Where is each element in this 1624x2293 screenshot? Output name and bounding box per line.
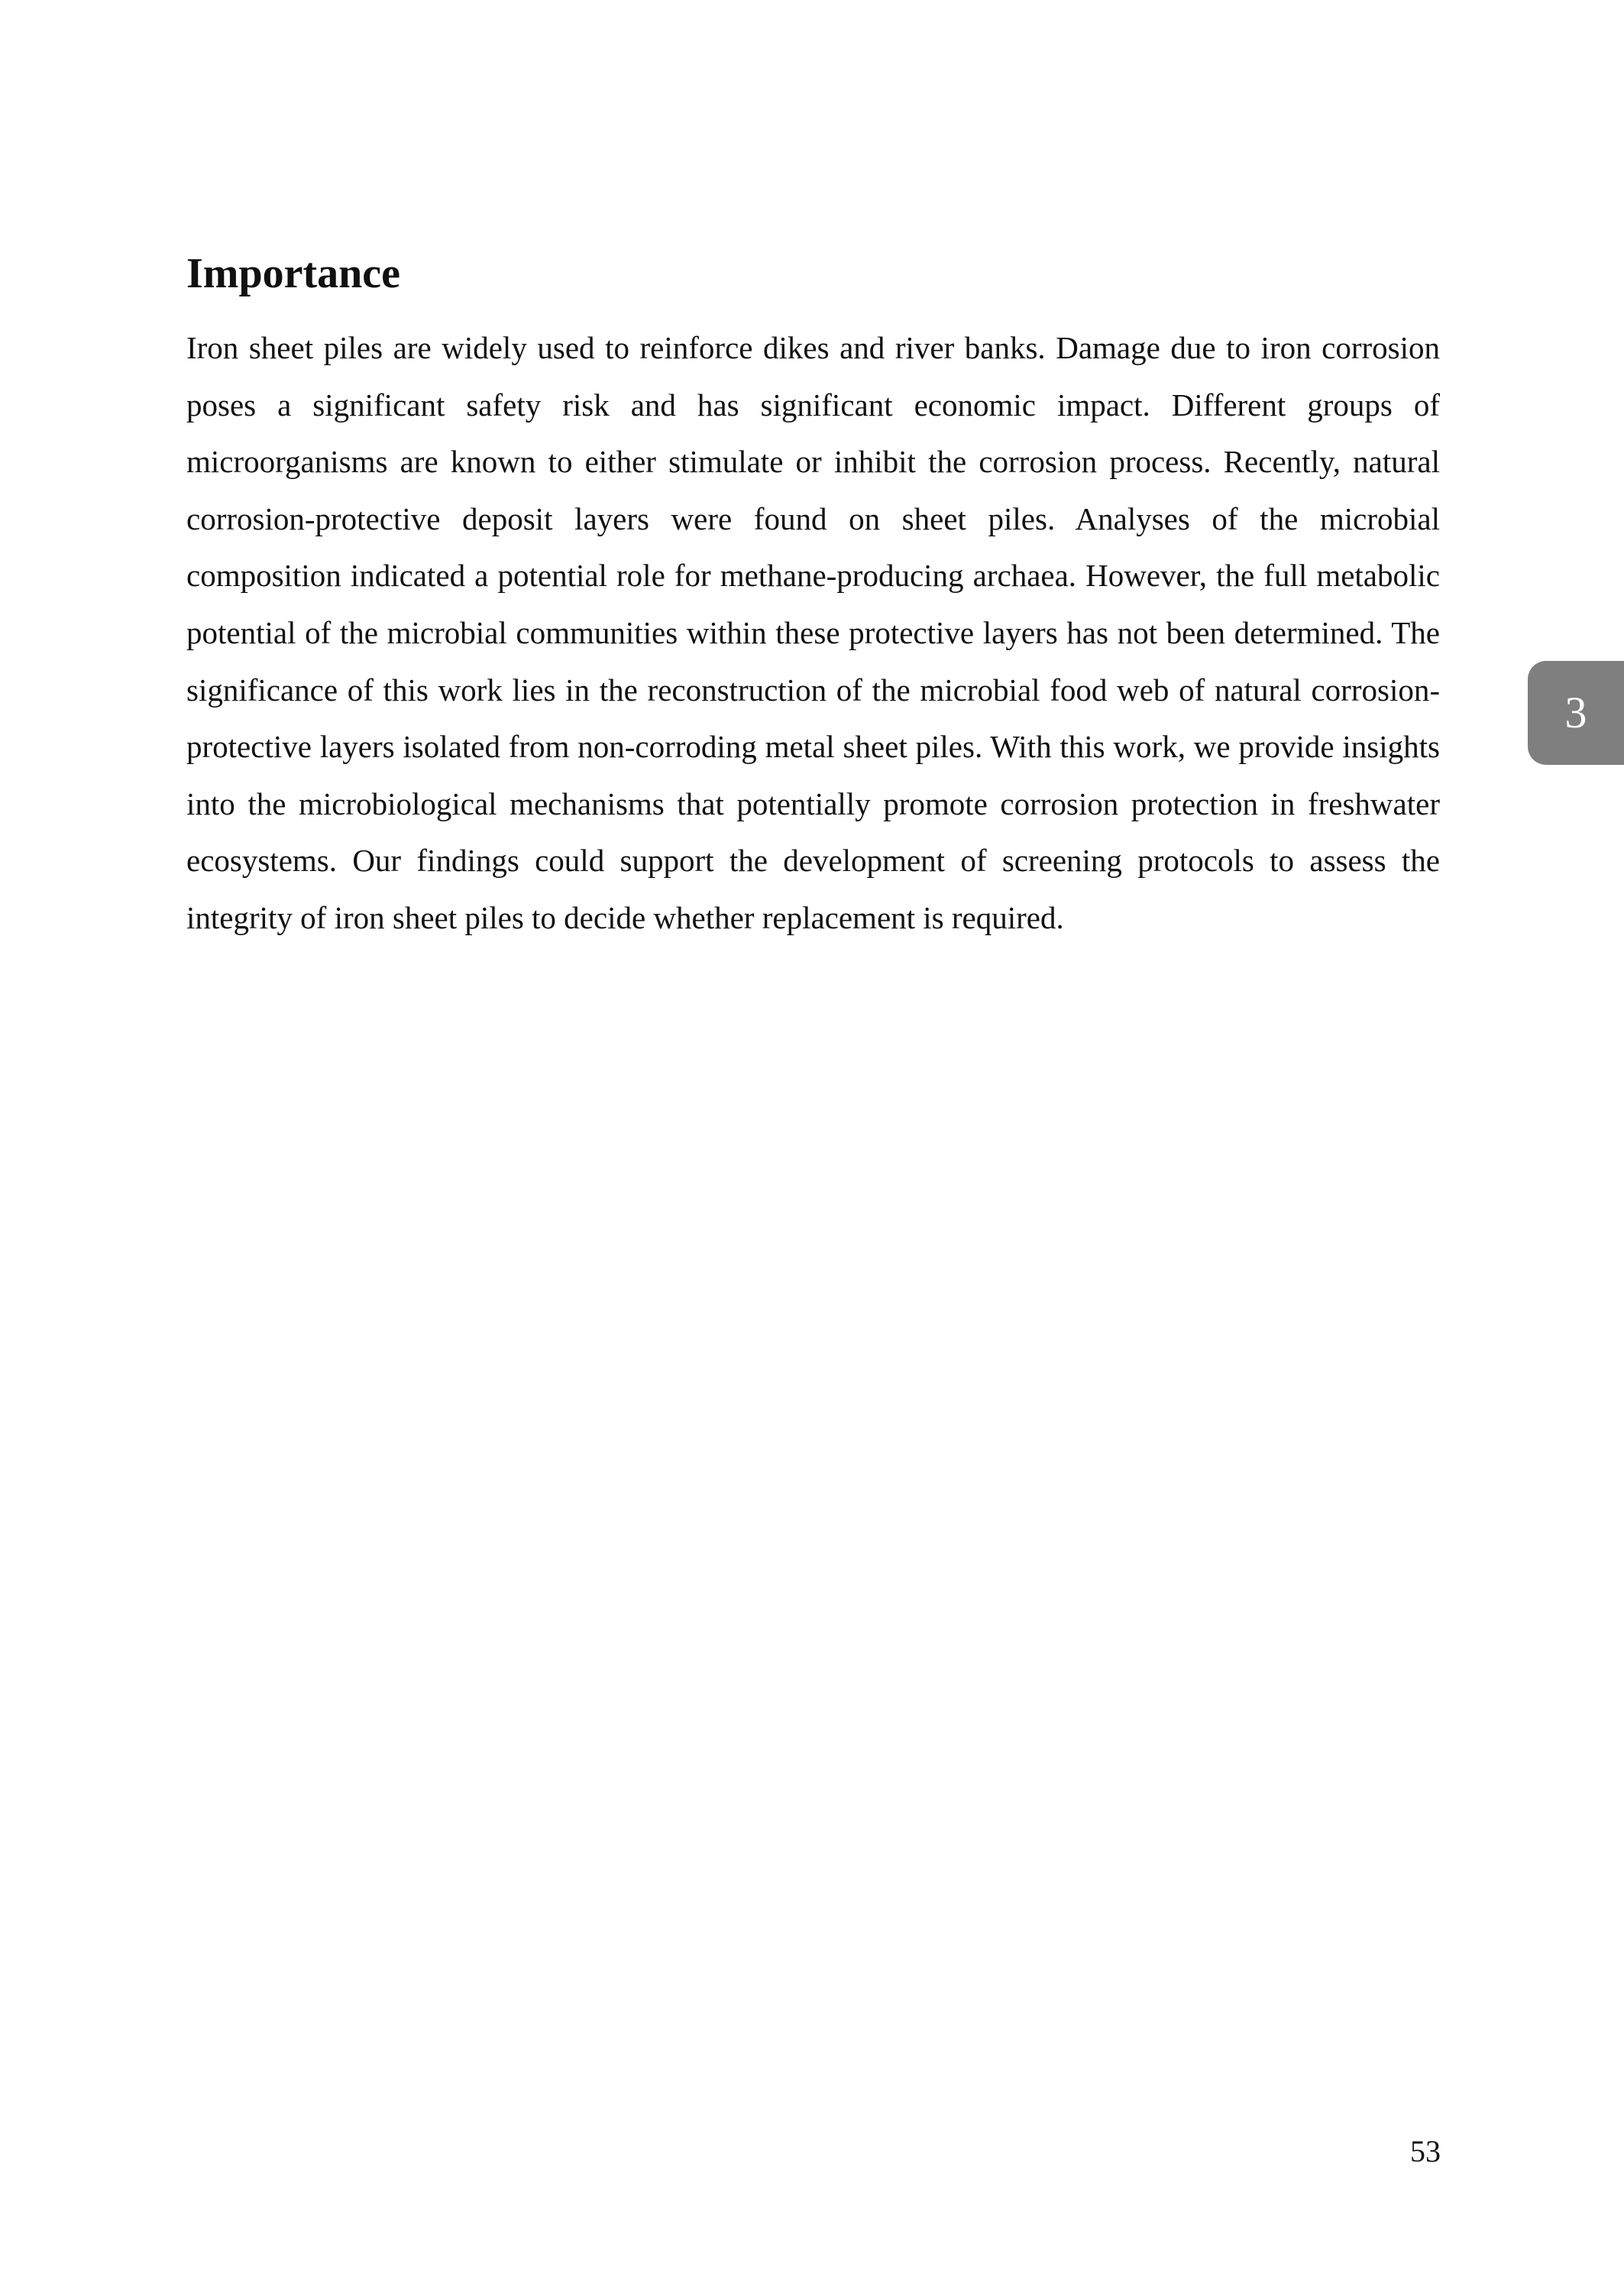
importance-paragraph: Iron sheet piles are widely used to reinforce dikes and river banks. Damage due to iron corrosion poses a significant safety risk and has significant economic impact. Different groups of microorganisms are known to either stimulate or inhibit the corrosion process. Recently, natural corrosion-protective deposit layers were found on sheet piles. Analyses of the microbial composition indicated a potential role for methane-producing archaea. However, the full metabolic potential of the microbial communities within these protective layers has not been determined. The significance of this work lies in the reconstruction of the microbial food web of natural corrosion-protective layers isolated from non-corroding metal sheet piles. With this work, we provide insights into the microbiological mechanisms that potentially promote corrosion protection in freshwater ecosystems. Our findings could support the development of screening protocols to assess the integrity of iron sheet piles to decide whether replacement is required.: [186, 330, 1440, 935]
chapter-number: 3: [1564, 688, 1587, 737]
page-number: 53: [1410, 2134, 1441, 2168]
section-heading: Importance: [186, 250, 400, 297]
